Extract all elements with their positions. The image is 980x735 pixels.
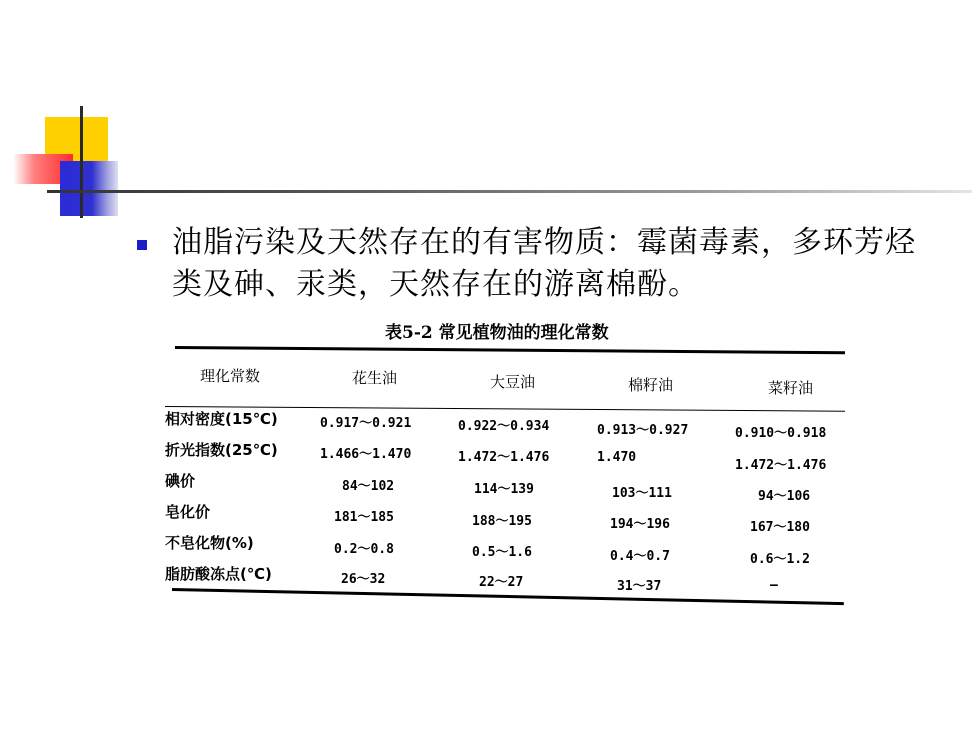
table-cell: 0.5～1.6 bbox=[472, 545, 532, 560]
table-cell: 31～37 bbox=[617, 579, 662, 594]
table-cell: 167～180 bbox=[750, 520, 810, 535]
row-label-saponification-value: 皂化价 bbox=[165, 503, 211, 521]
table-cell: 84～102 bbox=[342, 479, 395, 494]
table-cell: 94～106 bbox=[758, 489, 811, 504]
table-cell: 1.466～1.470 bbox=[320, 447, 412, 462]
decorative-vertical-line bbox=[80, 106, 83, 218]
table-cell: 0.917～0.921 bbox=[320, 416, 412, 431]
table-header-property: 理化常数 bbox=[200, 367, 261, 385]
table-cell: 26～32 bbox=[341, 572, 386, 587]
row-label-relative-density: 相对密度(15℃) bbox=[165, 410, 278, 428]
table-cell: 194～196 bbox=[610, 517, 670, 532]
table-cell: 22～27 bbox=[479, 575, 524, 590]
table-cell: 0.2～0.8 bbox=[334, 542, 394, 557]
table-cell: 103～111 bbox=[612, 486, 672, 501]
table-header-peanut-oil: 花生油 bbox=[352, 369, 398, 387]
table-cell: 0.910～0.918 bbox=[735, 426, 827, 441]
bullet-square-icon bbox=[137, 240, 147, 250]
title-underline bbox=[47, 190, 972, 193]
table-header-soybean-oil: 大豆油 bbox=[490, 373, 536, 391]
table-caption: 表5-2 常见植物油的理化常数 bbox=[385, 323, 609, 343]
table-cell: 188～195 bbox=[472, 514, 532, 529]
table-cell: 1.472～1.476 bbox=[458, 450, 550, 465]
table-rule-bottom bbox=[172, 588, 844, 605]
row-label-iodine-value: 碘价 bbox=[165, 472, 196, 490]
table-header-rapeseed-oil: 菜籽油 bbox=[768, 379, 814, 397]
table-cell: 114～139 bbox=[474, 482, 534, 497]
table-header-cottonseed-oil: 棉籽油 bbox=[628, 376, 674, 394]
table-cell: 181～185 bbox=[334, 510, 394, 525]
table-cell: 1.472～1.476 bbox=[735, 458, 827, 473]
row-label-fatty-acid-freezing-point: 脂肪酸冻点(℃) bbox=[165, 565, 272, 583]
table-cell: 0.913～0.927 bbox=[597, 423, 689, 438]
table-cell: — bbox=[770, 578, 778, 593]
row-label-refractive-index: 折光指数(25℃) bbox=[165, 441, 278, 459]
row-label-unsaponifiable: 不皂化物(%) bbox=[165, 534, 254, 552]
decorative-blue-square bbox=[60, 161, 118, 216]
table-cell: 1.470 bbox=[597, 450, 637, 465]
table-cell: 0.922～0.934 bbox=[458, 419, 550, 434]
bullet-text: 油脂污染及天然存在的有害物质：霉菌毒素，多环芳烃类及砷、汞类，天然存在的游离棉酚。 bbox=[172, 225, 916, 302]
table-cell: 0.4～0.7 bbox=[610, 549, 670, 564]
table-cell: 0.6～1.2 bbox=[750, 552, 810, 567]
table-rule-top bbox=[175, 346, 845, 354]
